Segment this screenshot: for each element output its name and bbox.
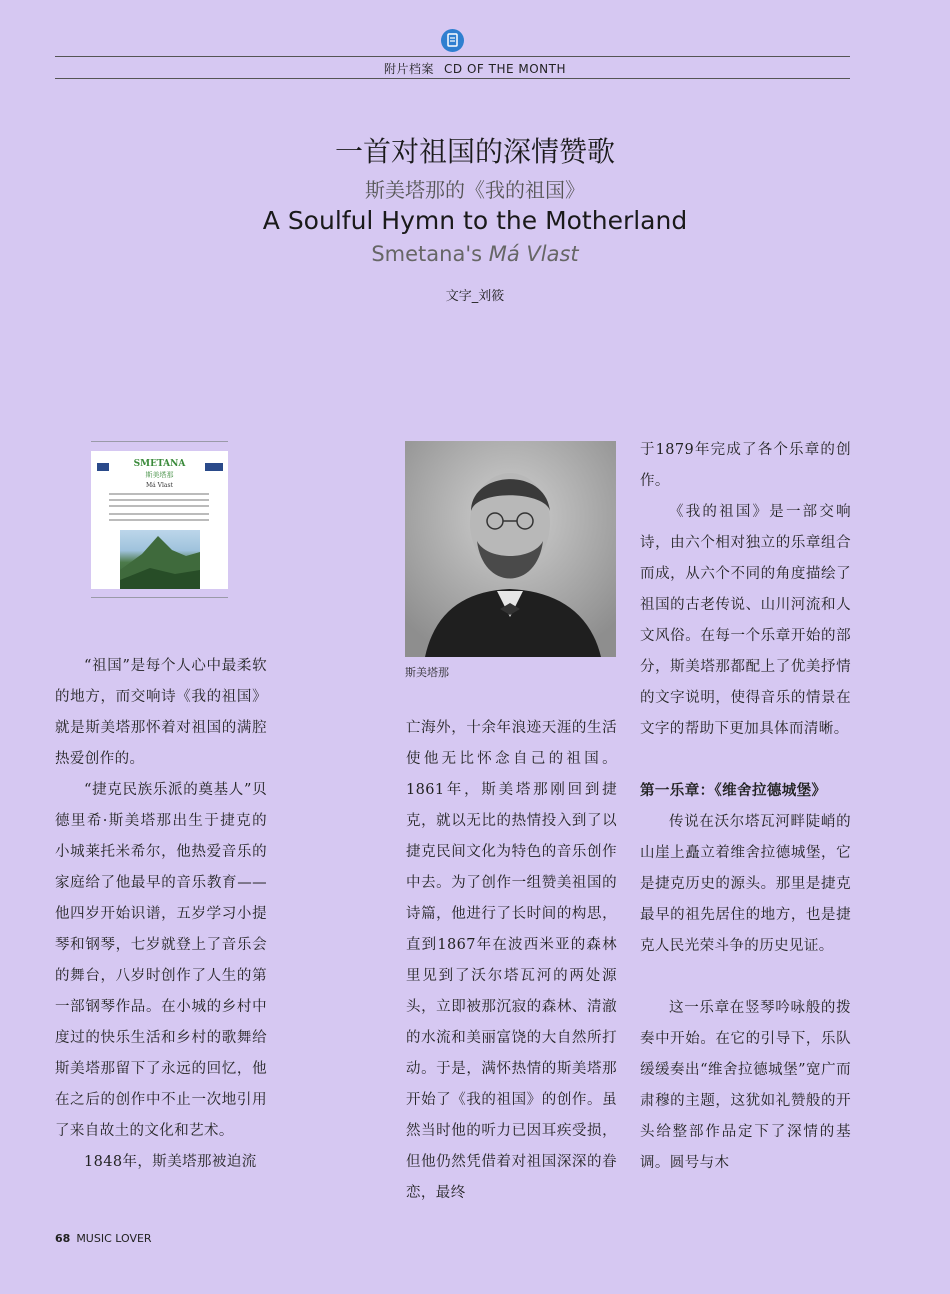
article-title-zh: 一首对祖国的深情赞歌 [334,135,615,168]
section-label [0,60,950,77]
paragraph: 《我的祖国》是一部交响诗，由六个相对独立的乐章组合而成，从六个不同的角度描绘了祖国的古老传说、山川河流和人文风俗。在每一个乐章开始的部分，斯美塔那都配上了优美抒情的文字说明，使得音乐的情景在文字的帮助下更加具体而清晰。 [640,504,851,737]
cd-composer: SMETANA [133,459,186,469]
page-footer [55,1232,152,1245]
header-rule-top [55,56,850,57]
article-subtitle-en [0,242,950,266]
paragraph: 亡海外，十余年浪迹天涯的生活使他无比怀念自己的祖国。1861年，斯美塔那刚回到捷克，就以无比的热情投入到了以捷克民间文化为特色的音乐创作中去。为了创作一组赞美祖国的诗篇，他进行了长时间的构思，直到1867年在波西米亚的森林里见到了沃尔塔瓦河的两处源头，立即被那沉寂的森林、清澈的水流和美丽富饶的大自然所打动。于是，满怀热情的斯美塔那开始了《我的祖国》的创作。虽然当时他的听力已因耳疾受损，但他仍然凭借着对祖国深深的眷恋，最终 [406,720,617,1201]
cd-landscape-image [120,530,200,589]
smetana-portrait [405,441,616,657]
subtitle-en-work: Má Vlast [488,242,579,266]
section-label-en: CD OF THE MONTH [444,62,566,76]
article-subtitle-zh: 斯美塔那的《我的祖国》 [365,178,585,202]
section-heading: 第一乐章：《维舍拉德城堡》 [640,783,827,799]
magazine-name: MUSIC LOVER [76,1232,152,1245]
paragraph: 传说在沃尔塔瓦河畔陡峭的山崖上矗立着维舍拉德城堡，它是捷克历史的源头。那里是捷克最早的祖先居住的地方，也是捷克人民光荣斗争的历史见证。 [640,814,851,954]
paragraph: “捷克民族乐派的奠基人”贝德里希·斯美塔那出生于捷克的小城莱托米希尔，他热爱音乐的家庭给了他最早的音乐教育——他四岁开始识谱，五岁学习小提琴和钢琴，七岁就登上了音乐会的舞台，八岁时创作了人生的第一部钢琴作品。在小城的乡村中度过的快乐生活和乡村的歌舞给斯美塔那留下了永远的回忆，他在之后的创作中不止一次地引用了来自故土的文化和艺术。 [55,782,267,1139]
article-title-en: A Soulful Hymn to the Motherland [262,206,688,235]
header-rule-bottom [55,78,850,79]
paragraph: 这一乐章在竖琴吟咏般的拨奏中开始。在它的引导下，乐队缓缓奏出“维舍拉德城堡”宽广而肃穆的主题，这犹如礼赞般的开头给整部作品定下了深情的基调。圆号与木 [640,1000,851,1171]
paragraph: 1848年，斯美塔那被迫流 [84,1154,257,1170]
cd-work: Má Vlast [146,482,173,489]
text-column-3 [640,435,851,1179]
subtitle-en-prefix: Smetana's [371,242,483,266]
cd-composer-zh: 斯美塔那 [145,471,174,479]
page-number: 68 [55,1232,71,1245]
byline: 文字_刘筱 [445,289,505,304]
paragraph: 于1879年完成了各个乐章的创作。 [640,442,851,489]
document-icon [441,29,464,52]
section-label-zh: 附片档案 [384,62,435,76]
cd-cover [91,441,228,598]
paragraph: “祖国”是每个人心中最柔软的地方，而交响诗《我的祖国》就是斯美塔那怀着对祖国的满腔热爱创作的。 [55,658,267,767]
text-column-1 [55,651,267,1178]
portrait-caption: 斯美塔那 [405,666,449,679]
text-column-2 [406,713,617,1209]
